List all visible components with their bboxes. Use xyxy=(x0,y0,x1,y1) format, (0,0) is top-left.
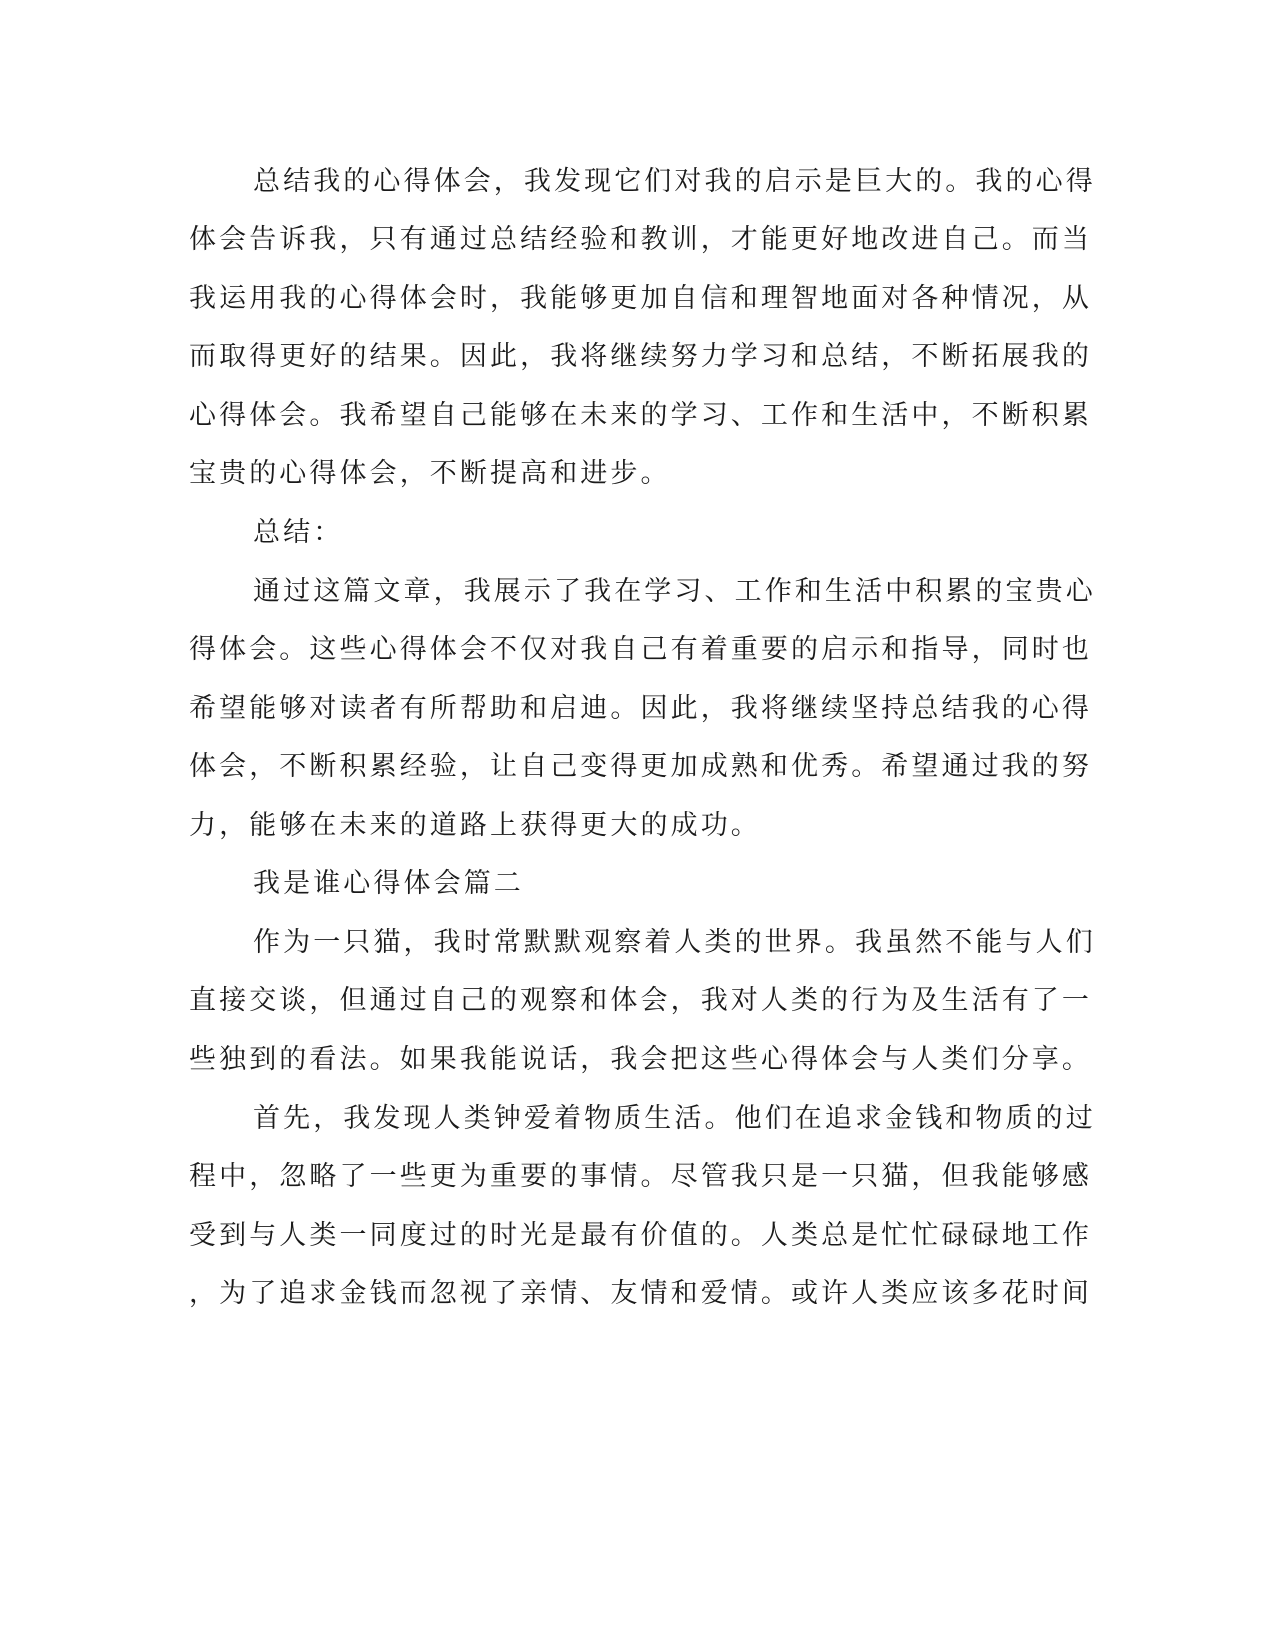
text-line: 直接交谈，但通过自己的观察和体会，我对人类的行为及生活有了一 xyxy=(189,985,1092,1016)
text-line: 得体会。这些心得体会不仅对我自己有着重要的启示和指导，同时也 xyxy=(189,634,1092,665)
text-line: 我运用我的心得体会时，我能够更加自信和理智地面对各种情况，从 xyxy=(189,283,1092,314)
text-line: 受到与人类一同度过的时光是最有价值的。人类总是忙忙碌碌地工作 xyxy=(189,1220,1092,1251)
text-line: 通过这篇文章，我展示了我在学习、工作和生活中积累的宝贵心 xyxy=(253,576,1096,607)
text-line: 力，能够在未来的道路上获得更大的成功。 xyxy=(189,810,761,841)
text-line: 总结我的心得体会，我发现它们对我的启示是巨大的。我的心得 xyxy=(253,166,1096,197)
text-line: ，为了追求金钱而忽视了亲情、友情和爱情。或许人类应该多花时间 xyxy=(189,1278,1092,1309)
text-line: 心得体会。我希望自己能够在未来的学习、工作和生活中，不断积累 xyxy=(189,400,1092,431)
text-line: 程中，忽略了一些更为重要的事情。尽管我只是一只猫，但我能够感 xyxy=(189,1161,1092,1192)
text-line: 体会，不断积累经验，让自己变得更加成熟和优秀。希望通过我的努 xyxy=(189,751,1092,782)
text-line: 宝贵的心得体会，不断提高和进步。 xyxy=(189,458,671,489)
text-line: 些独到的看法。如果我能说话，我会把这些心得体会与人类们分享。 xyxy=(189,1044,1092,1075)
text-line: 作为一只猫，我时常默默观察着人类的世界。我虽然不能与人们 xyxy=(253,927,1096,958)
text-line: 体会告诉我，只有通过总结经验和教训，才能更好地改进自己。而当 xyxy=(189,224,1092,255)
section-heading: 我是谁心得体会篇二 xyxy=(253,868,524,899)
section-heading: 总结： xyxy=(253,517,344,548)
text-line: 而取得更好的结果。因此，我将继续努力学习和总结，不断拓展我的 xyxy=(189,341,1092,372)
text-line: 希望能够对读者有所帮助和启迪。因此，我将继续坚持总结我的心得 xyxy=(189,693,1092,724)
text-line: 首先，我发现人类钟爱着物质生活。他们在追求金钱和物质的过 xyxy=(253,1103,1096,1134)
